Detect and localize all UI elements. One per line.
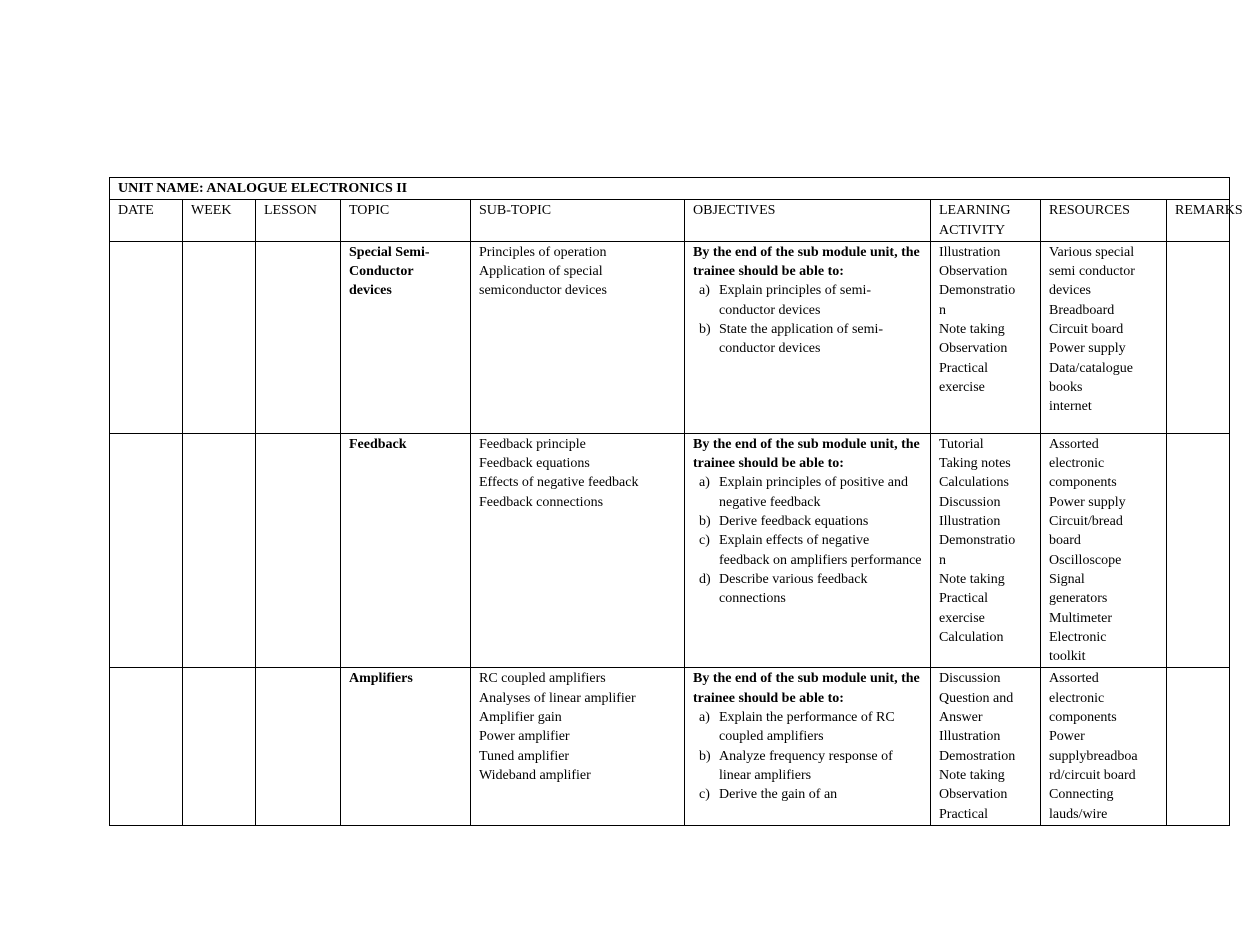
resource-item: Various special <box>1049 244 1135 260</box>
objective-marker: b) <box>699 748 711 764</box>
subtopic-cell <box>471 433 685 668</box>
activity-item: Calculation <box>939 629 1004 645</box>
activity-item: Note taking <box>939 571 1005 587</box>
header-lesson: LESSON <box>256 200 341 242</box>
objective-item <box>693 747 922 786</box>
activity-item: Question and <box>939 690 1014 706</box>
objective-text: Derive the gain of an <box>719 787 838 803</box>
resource-item: Assorted <box>1049 436 1099 452</box>
header-sub-topic: SUB-TOPIC <box>471 200 685 242</box>
objective-text: Describe various feedback connections <box>719 571 868 607</box>
activity-item: Practical <box>939 360 988 376</box>
objective-marker: b) <box>699 514 711 530</box>
date-cell <box>110 241 183 433</box>
objective-marker: b) <box>699 322 711 338</box>
table-row <box>110 433 1230 668</box>
objective-list <box>693 473 922 608</box>
resource-item: Breadboard <box>1049 302 1115 318</box>
activity-item: exercise <box>939 379 985 395</box>
week-cell <box>183 433 256 668</box>
objective-list <box>693 708 922 804</box>
header-learning-activity: LEARNING ACTIVITY <box>931 200 1041 242</box>
header-objectives: OBJECTIVES <box>685 200 931 242</box>
resource-item: electronic <box>1049 690 1105 706</box>
resource-item: Power supply <box>1049 341 1126 357</box>
subtopic-item: semiconductor devices <box>479 283 607 299</box>
objectives-cell <box>685 241 931 433</box>
resources-cell <box>1041 241 1167 433</box>
resource-item: components <box>1049 475 1117 491</box>
remarks-cell <box>1167 668 1230 825</box>
objective-text: Explain principles of semi-conductor devices <box>719 283 872 318</box>
topic-line: Conductor <box>349 264 414 280</box>
activity-item: Demostration <box>939 748 1016 764</box>
remarks-cell <box>1167 241 1230 433</box>
topic-line: Special Semi- <box>349 244 430 260</box>
lesson-plan-table <box>109 177 1243 826</box>
activity-item: Note taking <box>939 322 1005 338</box>
subtopic-item: Feedback principle <box>479 436 586 452</box>
activity-cell <box>931 668 1041 825</box>
unit-name-cell <box>110 178 1230 200</box>
week-cell <box>183 241 256 433</box>
subtopic-item: Effects of negative feedback <box>479 475 639 491</box>
activity-item: Discussion <box>939 494 1001 510</box>
activity-cell <box>931 433 1041 668</box>
date-cell <box>110 433 183 668</box>
objective-item <box>693 708 922 747</box>
objective-item <box>693 281 922 320</box>
objective-item <box>693 570 922 609</box>
resource-item: Electronic <box>1049 629 1107 645</box>
subtopic-item: Amplifier gain <box>479 710 562 726</box>
activity-cell <box>931 241 1041 433</box>
resource-item: lauds/wire <box>1049 806 1108 822</box>
resource-item: rd/circuit board <box>1049 767 1136 783</box>
subtopic-cell <box>471 668 685 825</box>
resources-cell <box>1041 668 1167 825</box>
topic-line: Feedback <box>349 436 407 452</box>
objective-marker: d) <box>699 571 711 587</box>
objective-marker: c) <box>699 533 710 549</box>
subtopic-cell <box>471 241 685 433</box>
objective-intro: By the end of the sub module unit, the trainee should be able to: <box>693 244 920 280</box>
subtopic-item: Wideband amplifier <box>479 767 591 783</box>
resources-cell <box>1041 433 1167 668</box>
activity-item: Discussion <box>939 671 1001 687</box>
resource-item: internet <box>1049 399 1092 415</box>
objective-item <box>693 785 922 804</box>
activity-item: exercise <box>939 610 985 626</box>
subtopic-item: Feedback equations <box>479 456 590 472</box>
unit-name-value: ANALOGUE ELECTRONICS II <box>206 181 408 196</box>
objectives-cell <box>685 433 931 668</box>
activity-item: Demonstratio <box>939 283 1016 299</box>
resource-item: generators <box>1049 591 1108 607</box>
resource-item: devices <box>1049 283 1091 299</box>
topic-cell <box>341 433 471 668</box>
activity-item: Illustration <box>939 514 1001 530</box>
subtopic-item: Principles of operation <box>479 244 607 260</box>
objective-item <box>693 512 922 531</box>
subtopic-item: Application of special <box>479 264 603 280</box>
objective-text: State the application of semi-conductor devices <box>719 322 884 357</box>
table-row <box>110 668 1230 825</box>
resource-item: components <box>1049 710 1117 726</box>
topic-cell <box>341 241 471 433</box>
objective-marker: a) <box>699 283 710 299</box>
resource-item: electronic <box>1049 456 1105 472</box>
activity-item: Tutorial <box>939 436 984 452</box>
activity-item: n <box>939 552 946 568</box>
objective-item <box>693 531 922 570</box>
resource-item: Circuit/bread <box>1049 514 1123 530</box>
topic-cell <box>341 668 471 825</box>
subtopic-item: Tuned amplifier <box>479 748 570 764</box>
resource-item: Circuit board <box>1049 322 1124 338</box>
objective-marker: a) <box>699 475 710 491</box>
activity-item: Practical <box>939 806 988 822</box>
header-remarks: REMARKS <box>1167 200 1230 242</box>
resource-item: toolkit <box>1049 649 1086 665</box>
resource-item: Multimeter <box>1049 610 1112 626</box>
objective-marker: a) <box>699 710 710 726</box>
resource-item: semi conductor <box>1049 264 1135 280</box>
objectives-cell <box>685 668 931 825</box>
activity-item: Observation <box>939 787 1008 803</box>
header-resources: RESOURCES <box>1041 200 1167 242</box>
objective-marker: c) <box>699 787 710 803</box>
objective-list <box>693 281 922 358</box>
lesson-cell <box>256 241 341 433</box>
activity-item: Calculations <box>939 475 1009 491</box>
header-row <box>110 200 1230 242</box>
subtopic-item: RC coupled amplifiers <box>479 671 606 687</box>
lesson-cell <box>256 433 341 668</box>
resource-item: Signal <box>1049 571 1085 587</box>
resource-item: books <box>1049 379 1083 395</box>
activity-item: Observation <box>939 264 1008 280</box>
header-topic: TOPIC <box>341 200 471 242</box>
remarks-cell <box>1167 433 1230 668</box>
lesson-cell <box>256 668 341 825</box>
subtopic-item: Analyses of linear amplifier <box>479 690 636 706</box>
activity-item: Illustration <box>939 729 1001 745</box>
subtopic-item: Feedback connections <box>479 494 604 510</box>
resource-item: Data/catalogue <box>1049 360 1133 376</box>
resource-item: Power supply <box>1049 494 1126 510</box>
objective-text: Explain principles of positive and negative feedback <box>719 475 908 510</box>
resource-item: Connecting <box>1049 787 1114 803</box>
objective-text: Explain the performance of RC coupled amplifiers <box>719 710 895 745</box>
resource-item: board <box>1049 533 1081 549</box>
objective-item <box>693 473 922 512</box>
activity-item: Note taking <box>939 767 1005 783</box>
header-date: DATE <box>110 200 183 242</box>
activity-item: Illustration <box>939 244 1001 260</box>
subtopic-item: Power amplifier <box>479 729 570 745</box>
date-cell <box>110 668 183 825</box>
activity-item: Observation <box>939 341 1008 357</box>
objective-intro: By the end of the sub module unit, the trainee should be able to: <box>693 671 920 706</box>
header-week: WEEK <box>183 200 256 242</box>
objective-text: Derive feedback equations <box>719 514 869 530</box>
resource-item: Power <box>1049 729 1085 745</box>
activity-item: Taking notes <box>939 456 1011 472</box>
activity-item: Practical <box>939 591 988 607</box>
resource-item: Oscilloscope <box>1049 552 1122 568</box>
activity-item: Answer <box>939 710 983 726</box>
activity-item: Demonstratio <box>939 533 1016 549</box>
week-cell <box>183 668 256 825</box>
topic-line: Amplifiers <box>349 671 413 687</box>
objective-intro: By the end of the sub module unit, the trainee should be able to: <box>693 436 920 472</box>
table-row <box>110 241 1230 433</box>
objective-text: Analyze frequency response of linear amplifiers <box>719 748 893 783</box>
resource-item: Assorted <box>1049 671 1099 687</box>
activity-item: n <box>939 302 946 318</box>
unit-name-label: UNIT NAME: <box>118 181 207 196</box>
objective-text: Explain effects of negative feedback on amplifiers performance <box>719 533 922 568</box>
resource-item: supplybreadboa <box>1049 748 1138 764</box>
objective-item <box>693 320 922 359</box>
unit-name-row <box>110 178 1230 200</box>
topic-line: devices <box>349 283 392 299</box>
